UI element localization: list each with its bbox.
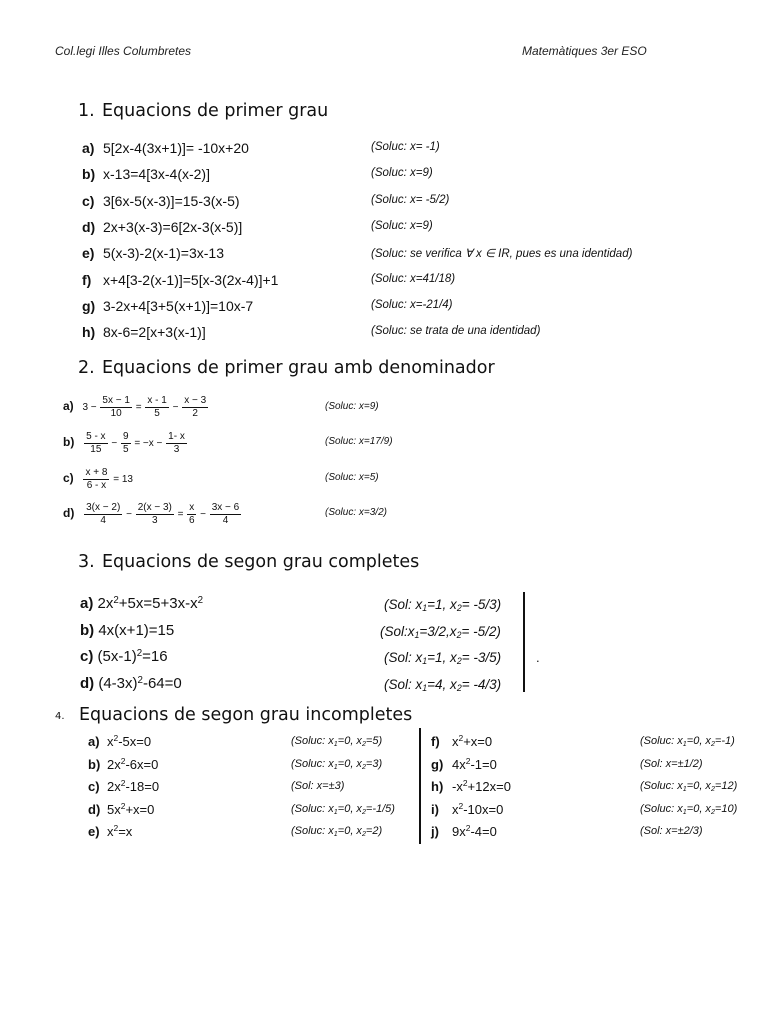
fraction: $\frac{3(x - 2)}{4}$ [86, 502, 121, 526]
exercise-label: g) [82, 297, 96, 314]
solution: (Soluc: x= -5/2) [371, 193, 450, 206]
equation-term: = [135, 402, 142, 414]
equation: $x^2-5x=0$ [107, 733, 152, 749]
exercise-label: f) [431, 734, 440, 749]
exercise-label: e) [88, 824, 100, 839]
exercise-label: d) [63, 506, 75, 521]
equation: $2x^2-18=0$ [107, 778, 160, 794]
exercise-2d [63, 503, 242, 526]
section-number: 4. [55, 711, 65, 722]
exercise-1-row [82, 272, 278, 288]
exercise-label: g) [431, 756, 444, 772]
equation-term: − [172, 402, 179, 414]
section-number: 3. [78, 552, 95, 572]
exercise-label: d) [82, 218, 96, 235]
exercise-label: a) [80, 595, 94, 612]
solution: (Soluc: $x_1=0$, $x_2=3$) [291, 757, 383, 771]
exercise-4-row [88, 734, 151, 749]
equation: $4x^2-1=0$ [452, 755, 497, 772]
equation: $5x^2+x=0$ [107, 800, 155, 817]
fraction: $\frac{9}{5}$ [122, 431, 129, 455]
exercise-label: e) [82, 245, 95, 262]
exercise-label: b) [88, 756, 101, 772]
solution: (Soluc: se verifica ∀ x ∈ IR, pues es una identidad) [371, 248, 633, 261]
exercise-4-row [88, 802, 154, 817]
exercise-4-row [88, 779, 159, 794]
solution: (Sol: x=±3) [291, 780, 345, 792]
fraction: $\frac{3x - 6}{4}$ [211, 502, 240, 526]
fraction: $\frac{x}{6}$ [189, 502, 195, 526]
section-4-heading [55, 705, 412, 725]
fraction: $\frac{x + 8}{6 - x}$ [85, 467, 108, 491]
exercise-label: d) [88, 801, 101, 817]
equation: $-x^2+12x=0$ [452, 778, 511, 794]
equation: $2x^2-6x=0$ [107, 755, 159, 772]
exercise-4-row [88, 824, 132, 839]
exercise-1-row [82, 219, 242, 235]
solution-2a: (Soluc: x=9) [325, 401, 379, 412]
equation-term: = −x − [134, 438, 163, 450]
section-number: 2. [78, 358, 95, 378]
solution: (Sol: x=±2/3) [640, 825, 703, 837]
equation: x+4[3-2(x-1)]=5[x-3(2x-4)]+1 [103, 271, 279, 288]
fraction: $\frac{5x - 1}{10}$ [102, 395, 130, 419]
section-2-heading [78, 358, 495, 378]
solution: (Soluc: x=-21/4) [371, 298, 453, 311]
exercise-1-row [82, 166, 210, 182]
exercise-label: i) [431, 801, 439, 817]
exercise-1-row [82, 245, 224, 261]
exercise-label: a) [82, 140, 95, 156]
equation: $x^2-10x=0$ [452, 800, 504, 817]
stray-dot: . [536, 650, 540, 665]
solution: (Soluc: $x_1=0$, $x_2=2$) [291, 825, 383, 838]
solution-2d: (Soluc: x=3/2) [325, 507, 387, 518]
exercise-4-row [88, 757, 158, 772]
vertical-divider [523, 592, 525, 692]
exercise-4-row [431, 757, 497, 772]
exercise-1-row [82, 324, 206, 340]
school-name: Col.legi Illes Columbretes [55, 44, 192, 58]
equation-term: − [200, 509, 206, 521]
solution: (Soluc: x=9) [371, 219, 433, 232]
solution-3d: (Sol: $x_1=4$, $x_2= -4/3$) [384, 677, 502, 693]
equation: $9x^2-4=0$ [452, 823, 497, 839]
fraction: $\frac{1- x}{3}$ [168, 431, 185, 455]
solution-3a: (Sol: $x_1=1$, $x_2= -5/3$) [384, 597, 502, 613]
equation: $x^2+x=0$ [452, 733, 493, 749]
exercise-1-row [82, 193, 240, 209]
equation: 3-2x+4[3+5(x+1)]=10x-7 [103, 297, 254, 314]
exercise-1-row [82, 298, 253, 314]
exercise-1-row [82, 140, 249, 156]
exercise-label: a) [88, 734, 100, 749]
equation: $x^2=x$ [107, 823, 133, 839]
equation: 3[6x-5(x-3)]=15-3(x-5) [103, 192, 240, 209]
exercise-4-row [431, 824, 497, 839]
equation: 8x-6=2[x+3(x-1)] [103, 324, 206, 341]
exercise-label: j) [431, 824, 439, 839]
solution-3c: (Sol: $x_1=1$, $x_2= -3/5$) [384, 650, 502, 666]
equation: 5[2x-4(3x+1)]= -10x+20 [103, 140, 249, 156]
solution-2b: (Soluc: x=17/9) [325, 436, 393, 447]
course-name: Matemàtiques 3er ESO [522, 44, 647, 58]
exercise-label: c) [88, 779, 100, 794]
section-title: Equacions de segon grau incompletes [79, 705, 413, 725]
exercise-4-row [431, 734, 492, 749]
equation: x-13=4[3x-4(x-2)] [103, 166, 210, 183]
exercise-2a [63, 396, 209, 419]
solution: (Sol: x=±1/2) [640, 757, 703, 770]
equation: 5(x-3)-2(x-1)=3x-13 [103, 245, 224, 262]
exercise-label: c) [80, 648, 94, 665]
solution: (Soluc: $x_1=0$, $x_2=10$) [640, 802, 738, 816]
equation: 2x+3(x-3)=6[2x-3(x-5)] [103, 218, 243, 235]
exercise-3c: c) $(5x-1)^2=16$ [80, 648, 168, 665]
vertical-divider [419, 728, 421, 844]
equation-term: − [111, 438, 118, 450]
exercise-label: h) [431, 779, 444, 794]
section-title: Equacions de primer grau [102, 101, 329, 121]
exercise-label: b) [63, 435, 75, 450]
section-1-heading [78, 101, 328, 121]
solution: (Soluc: x= -1) [371, 141, 440, 153]
equation-term: = [177, 509, 184, 521]
fraction: $\frac{5 - x}{15}$ [86, 431, 106, 455]
solution: (Soluc: x=41/18) [371, 272, 456, 285]
solution: (Soluc: $x_1=0$, $x_2=12$) [640, 780, 738, 793]
solution: (Soluc: x=9) [371, 167, 433, 180]
fraction: $\frac{2(x - 3)}{3}$ [137, 502, 172, 526]
solution: (Soluc: $x_1=0$, $x_2=5$) [291, 735, 383, 748]
section-title: Equacions de primer grau amb denominador [102, 358, 495, 378]
section-3-heading [78, 552, 419, 572]
solution: (Soluc: $x_1=0$, $x_2=-1/5$) [291, 802, 395, 816]
exercise-4-row [431, 802, 503, 817]
exercise-label: a) [63, 399, 74, 414]
section-title: Equacions de segon grau completes [102, 552, 420, 572]
equation-term: − [126, 509, 132, 521]
solution-2c: (Soluc: x=5) [325, 472, 379, 483]
fraction: $\frac{x - 3}{2}$ [184, 395, 207, 419]
equation-term: = 13 [113, 474, 133, 486]
exercise-3d: d) $(4-3x)^2-64=0$ [80, 675, 182, 692]
equation-term: 3 − [82, 402, 97, 414]
solution: (Soluc: se trata de una identidad) [371, 325, 541, 338]
exercise-label: b) [82, 166, 96, 183]
exercise-2b [63, 432, 188, 455]
exercise-label: h) [82, 324, 96, 341]
exercise-label: f) [82, 271, 92, 288]
section-number: 1. [78, 101, 95, 121]
exercise-label: c) [82, 192, 95, 209]
solution: (Soluc: $x_1=0$, $x_2=-1$) [640, 735, 735, 748]
exercise-label: d) [80, 675, 95, 692]
exercise-3a: a) $2x^2+5x=5+3x-x^2$ [80, 595, 204, 612]
fraction: $\frac{x - 1}{5}$ [147, 395, 167, 419]
exercise-label: c) [63, 471, 74, 486]
exercise-label: b) [80, 622, 95, 639]
exercise-4-row [431, 779, 511, 794]
solution-3b: $(Sol:x_1=3/2,x_2= -5/2)$ [380, 624, 501, 640]
exercise-2c [63, 468, 133, 491]
exercise-3b: b) 4x(x+1)=15 [80, 622, 175, 639]
